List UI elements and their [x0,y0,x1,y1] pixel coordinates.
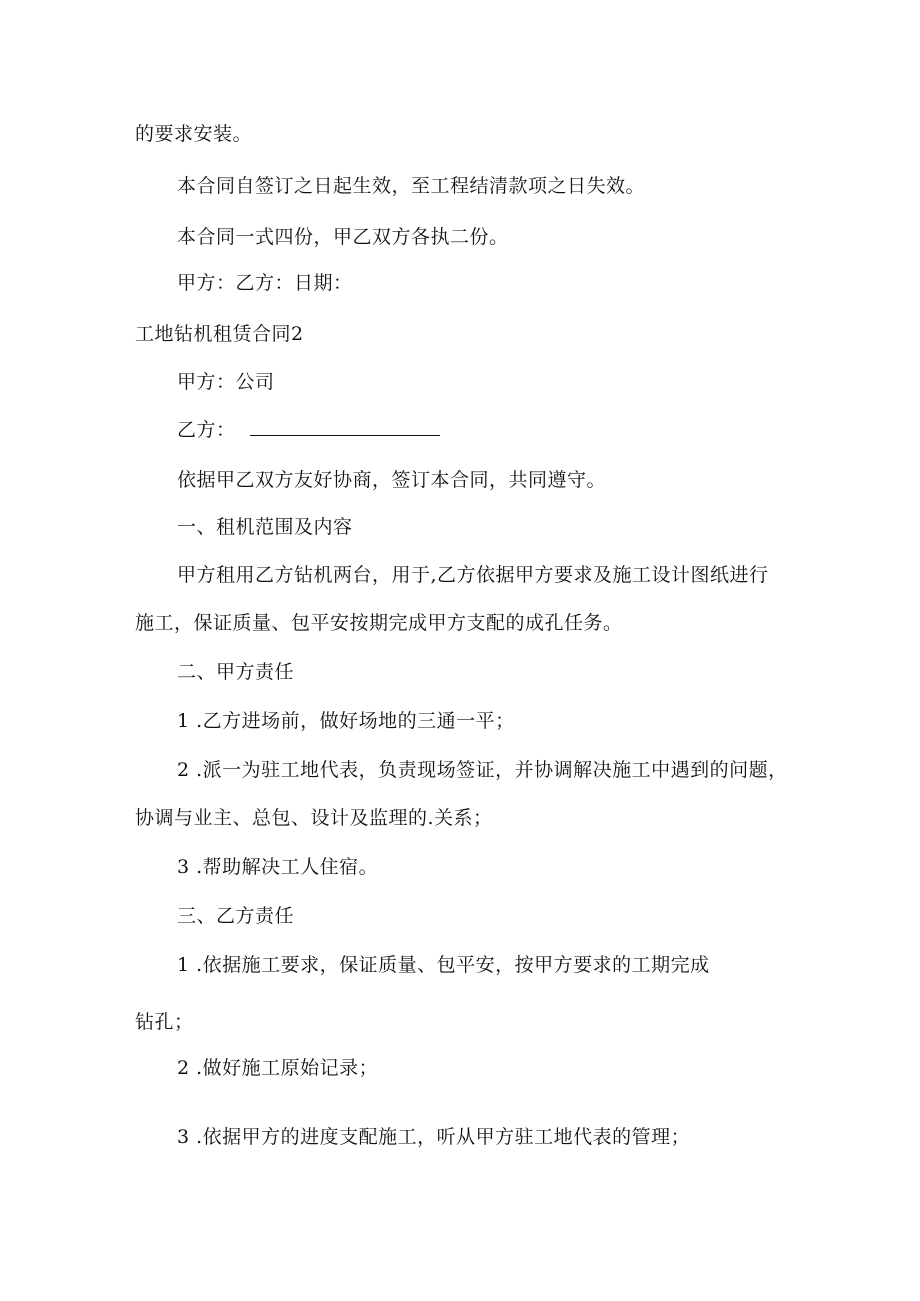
list-item: 3 .依据甲方的进度支配施工，听从甲方驻工地代表的管理； [177,1126,691,1148]
list-item: 2 .做好施工原始记录； [177,1057,379,1079]
heading: 三、乙方责任 [177,905,295,927]
blank-underline [250,419,440,436]
text-line: 施工，保证质量、包平安按期完成甲方支配的成孔任务。 [135,612,623,634]
section-title: 工地钻机租赁合同2 [135,323,304,345]
party-b-label: 乙方： [177,419,236,441]
text-line: 协调与业主、总包、设计及监理的.关系； [135,807,493,829]
text-line: 钻孔； [135,1011,194,1033]
text-line: 依据甲乙双方友好协商，签订本合同，共同遵守。 [177,469,607,491]
list-item: 1 .乙方进场前，做好场地的三通一平； [177,710,515,732]
text-line: 的要求安装。 [135,123,253,145]
text-line: 甲方：公司 [177,371,275,393]
text-line: 甲方租用乙方钻机两台，用于,乙方依据甲方要求及施工设计图纸进行 [177,564,769,586]
heading: 一、租机范围及内容 [177,516,353,538]
text-line: 甲方：乙方：日期： [177,272,353,294]
heading: 二、甲方责任 [177,661,295,683]
list-item: 3 .帮助解决工人住宿。 [177,856,379,878]
list-item: 2 .派一为驻工地代表，负责现场签证，并协调解决施工中遇到的问题， [177,759,788,781]
text-line: 本合同一式四份，甲乙双方各执二份。 [177,226,509,248]
list-item: 1 .依据施工要求，保证质量、包平安，按甲方要求的工期完成 [177,954,710,976]
party-b-line [177,418,440,442]
text-line: 本合同自签订之日起生效，至工程结清款项之日失效。 [177,175,646,197]
